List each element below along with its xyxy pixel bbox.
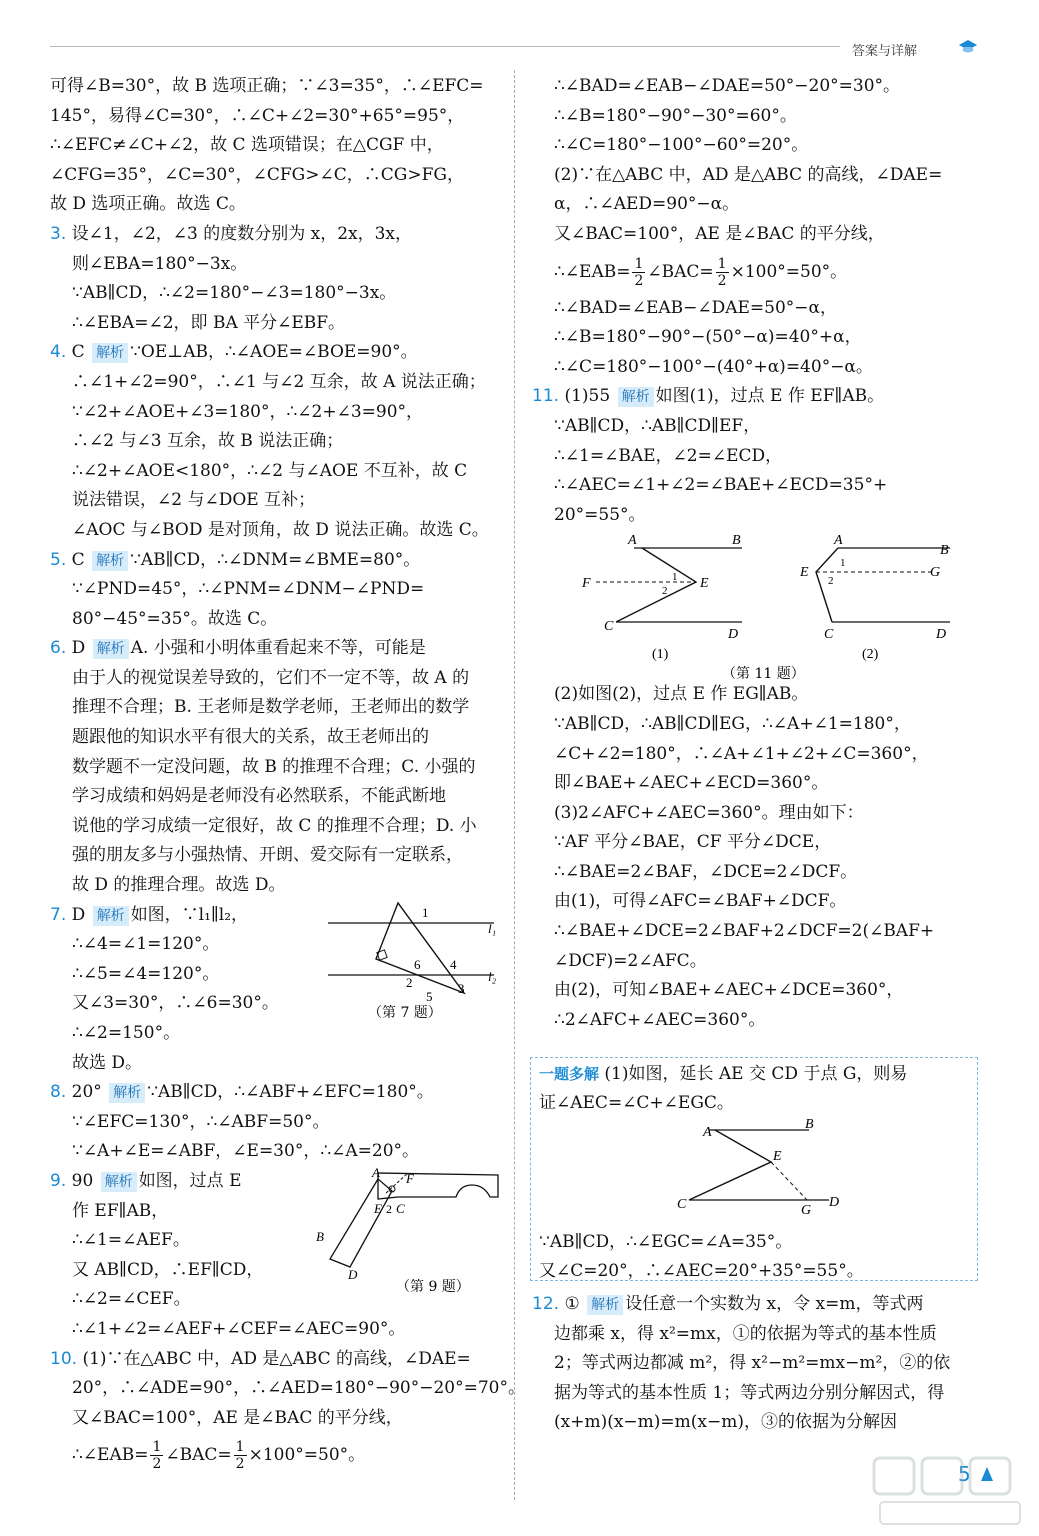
analysis-tag: 解析 [587,1295,623,1315]
question-number: 9. [50,1170,67,1191]
svg-text:1: 1 [672,571,678,584]
text-line: 可得∠B=30°，故 B 选项正确；∵∠3=35°，∴∠EFC= [50,76,484,96]
svg-text:D: D [348,1266,358,1282]
box-title: 一题多解 [539,1065,600,1083]
question-number: 6. [50,638,67,659]
text-line: ∴∠2+∠AOE<180°，∴∠2 与∠AOE 不互补，故 C [72,460,468,481]
analysis-tag: 解析 [101,1172,137,1192]
analysis-tag: 解析 [93,906,129,926]
svg-text:1: 1 [840,557,846,570]
text-line: 由(1)，可得∠AFC=∠BAF+∠DCF。 [554,891,847,912]
svg-text:3: 3 [458,980,465,996]
figure-q7 [326,901,506,1021]
text-line: ∵AB∥CD，∴AB∥CD∥EF， [554,415,761,436]
figure-alt-solution [539,1118,969,1218]
text-line: ∴∠EFC≠∠C+∠2，故 C 选项错误；在△CGF 中， [50,135,444,156]
analysis-tag: 解析 [92,343,128,363]
answer: (1)55 [564,386,611,407]
svg-text:D: D [936,627,947,643]
text-line: 即∠BAE+∠AEC+∠ECD=360°。 [554,773,829,794]
text-line: ∴∠2 与∠3 互余，故 B 说法正确； [72,431,344,452]
svg-text:B: B [805,1118,814,1132]
text-line: 故选 D。 [72,1052,143,1073]
svg-text:E: E [800,565,809,581]
text-line: ∴∠B=180°−90°−30°=60°。 [554,105,797,126]
text-line: ∴2∠AFC+∠AEC=360°。 [554,1009,766,1030]
text-line: ∵∠A+∠E=∠ABF，∠E=30°，∴∠A=20°。 [72,1141,420,1162]
svg-text:C: C [824,627,834,643]
text-line: ∵∠EFC=130°，∴∠ABF=50°。 [72,1111,330,1132]
answer: 20° [71,1082,102,1103]
svg-text:E: E [773,1149,782,1164]
question-7: 7. D 解析 如图，∵l₁∥l₂， ∴∠4=∠1=120°。 ∴∠5=∠4=120°。 又∠3=30°，∴∠6=30°。 ∴∠2=150°。 故选 D。 1 6 4 2 5 3 l₁ l₂ （第 7 题） [50,901,506,1079]
question-9: 9. 90 解析 如图，过点 E 作 EF∥AB， ∴∠1=∠AEF。 又 AB∥CD，∴EF∥CD， ∴∠2=∠CEF。 ∴∠1+∠2=∠AEF+∠CEF=∠AEC=90°。 A F E 2 C B D （第 9 题） [50,1167,506,1345]
text-line: ∴∠1=∠AEF。 [72,1230,190,1251]
question-number: 7. [50,904,67,925]
text-line: 推理不合理；B. 王老师是数学老师，王老师出的数学 [72,697,470,718]
svg-text:C: C [677,1197,687,1212]
answer: D [71,638,86,659]
svg-text:2: 2 [662,585,668,598]
question-number: 5. [50,549,67,570]
column-divider [514,70,515,1500]
svg-text:B: B [316,1228,324,1244]
svg-text:l₂: l₂ [488,968,497,984]
text-line: ∴∠1+∠2=∠AEF+∠CEF=∠AEC=90°。 [72,1318,406,1339]
question-12-block [532,1290,988,1438]
question-4: 4. C 解析 ∵OE⊥AB，∴∠AOE=∠BOE=90°。 [50,342,418,363]
text-line: ∴∠BAE+∠DCE=2∠BAF+2∠DCF=2(∠BAF+ [554,921,935,942]
text-line: 由(2)，可知∠BAE+∠AEC+∠DCE=360°， [554,980,904,1001]
text-line: (3)2∠AFC+∠AEC=360°。理由如下： [554,802,864,823]
svg-text:4: 4 [450,956,457,972]
question-3: 3. 设∠1，∠2，∠3 的度数分别为 x，2x，3x， [50,223,413,244]
text-line: ∵AB∥CD，∴∠2=180°−∠3=180°−3x。 [72,283,397,304]
text-line: ∴∠AEC=∠1+∠2=∠BAE+∠ECD=35°+ [554,475,888,496]
answer: C [71,549,85,570]
svg-text:B: B [940,543,949,559]
text-line: ∴∠C=180°−100°−60°=20°。 [554,135,809,156]
svg-text:D: D [829,1195,840,1210]
text-line: 20°=55°。 [554,504,646,525]
text-line: 又 AB∥CD，∴EF∥CD， [72,1259,264,1280]
text-line: α，∴∠AED=90°−α。 [554,194,740,215]
figure-caption: （第 9 题） [396,1278,470,1295]
text-line: 数学题不一定没问题，故 B 的推理不合理；C. 小强的 [72,756,476,777]
text-line: ∴∠BAE=2∠BAF，∠DCE=2∠DCF。 [554,861,858,882]
left-column [50,72,525,1477]
svg-text:2: 2 [828,575,834,588]
svg-text:B: B [732,533,741,549]
text-line: 故 D 选项正确。故选 C。 [50,194,246,215]
text-line: 边都乘 x，得 x²=mx，①的依据为等式的基本性质 [554,1323,937,1344]
text-line: ∴∠C=180°−100°−(40°+α)=40°−α。 [554,356,873,377]
text-line: ∵AB∥CD，∴AB∥CD∥EG，∴∠A+∠1=180°， [554,713,911,734]
question-5: 5. C 解析 ∵AB∥CD，∴∠DNM=∠BME=80°。 [50,549,421,570]
question-number: 8. [50,1082,67,1103]
graduation-cap-icon [958,38,978,56]
svg-text:G: G [930,565,941,581]
alt-solution-box: 一题多解 (1)如图，延长 AE 交 CD 于点 G，则易 证∠AEC=∠C+∠EGC。 A B E C G D ∵AB∥CD，∴∠EGC=∠A=35°。 又∠C=20°，∴∠AEC=20°+35°=55°。 [530,1057,978,1281]
text-line: ∴∠BAD=∠EAB−∠DAE=50°−α， [554,297,838,318]
svg-text:5: 5 [426,988,433,1004]
watermark-logo [870,1454,1030,1530]
text-line: ∠C+∠2=180°，∴∠A+∠1+∠2+∠C=360°， [554,743,929,764]
text-line: 说法错误，∠2 与∠DOE 互补； [72,490,316,511]
text-line: (2)∵在△ABC 中，AD 是△ABC 的高线，∠DAE= [554,164,943,185]
svg-text:l₁: l₁ [488,920,497,936]
header-title: 答案与详解 [852,44,918,59]
svg-text:D: D [728,627,739,643]
text-line: 又∠BAC=100°，AE 是∠BAC 的平分线， [72,1407,403,1428]
text-line: 145°，易得∠C=30°，∴∠C+∠2=30°+65°=95°， [50,105,465,126]
svg-text:F: F [582,576,591,592]
question-12: 12. ① 解析 设任意一个实数为 x，令 x=m，等式两 [532,1294,924,1314]
text-line: ∵AB∥CD，∴∠EGC=∠A=35°。 [539,1232,793,1252]
text-line: ∴∠BAD=∠EAB−∠DAE=50°−20°=30°。 [554,76,901,96]
page-number: 5 [958,1462,971,1486]
question-number: 12. [532,1294,560,1314]
text-line: ∵∠2+∠AOE+∠3=180°，∴∠2+∠3=90°， [72,401,424,422]
svg-text:E: E [374,1200,382,1216]
figure-caption: （第 7 题） [368,1004,442,1021]
svg-text:G: G [801,1203,812,1218]
fraction: $\frac{1}{2}$ [235,1439,245,1473]
text-line: 作 EF∥AB， [72,1200,169,1221]
text-line: 强的朋友多与小强热情、开朗、爱交际有一定联系， [72,845,463,866]
text-line: ∴∠1=∠BAE，∠2=∠ECD， [554,445,783,466]
answer: D [71,904,86,925]
svg-text:A: A [372,1166,380,1180]
fraction: $\frac{1}{2}$ [634,255,644,289]
text-line: 20°，∴∠ADE=90°，∴∠AED=180°−90°−20°=70°。 [72,1378,525,1399]
fraction: $\frac{1}{2}$ [717,255,727,289]
header-rule [50,46,840,47]
svg-text:F: F [406,1170,414,1186]
text-line: 故 D 的推理合理。故选 D。 [72,875,286,896]
text-line: ∴∠1+∠2=90°，∴∠1 与∠2 互余，故 A 说法正确； [72,371,486,392]
fraction-line: ∴∠EAB= $\frac{1}{2}$ ∠BAC= $\frac{1}{2}$ ×100°=50°。 [554,255,848,289]
answer: ① [564,1294,580,1314]
text-line: ∵∠PND=45°，∴∠PNM=∠DNM−∠PND= [72,579,425,600]
text-line: ∴∠EBA=∠2，即 BA 平分∠EBF。 [72,312,346,333]
svg-text:1: 1 [422,904,429,920]
svg-text:C: C [604,619,614,635]
text-line: ∠AOC 与∠BOD 是对顶角，故 D 说法正确。故选 C。 [72,519,489,540]
fraction-line: ∴∠EAB= $\frac{1}{2}$ ∠BAC= $\frac{1}{2}$ ×100°=50°。 [72,1439,366,1473]
text-line: 2；等式两边都减 m²，得 x²−m²=mx−m²，②的依 [554,1353,951,1374]
text-line: ∴∠2=∠CEF。 [72,1289,191,1310]
question-number: 10. [50,1348,78,1369]
question-number: 3. [50,223,67,244]
svg-text:C: C [396,1200,405,1216]
analysis-tag: 解析 [109,1083,145,1103]
text-line: ∴∠4=∠1=120°。 [72,934,220,955]
question-11: 11. (1)55 解析 如图(1)，过点 E 作 EF∥AB。 [532,386,885,407]
text-line: 则∠EBA=180°−3x。 [72,253,248,274]
analysis-tag: 解析 [618,387,654,407]
text-line: 又∠C=20°，∴∠AEC=20°+35°=55°。 [539,1261,864,1281]
text-line: 学习成绩和妈妈是老师没有必然联系，不能武断地 [72,786,446,807]
text-line: 由于人的视觉误差导致的，它们不一定不等，故 A 的 [72,667,470,688]
text-line: ∴∠2=150°。 [72,1023,181,1043]
text-line: 说他的学习成绩一定很好，故 C 的推理不合理；D. 小 [72,815,477,836]
question-number: 4. [50,342,67,363]
text-line: (x+m)(x−m)=m(x−m)，③的依据为分解因 [554,1412,898,1433]
answer: 90 [71,1170,94,1191]
figure-label: (1) [652,647,669,663]
text-line: ∠CFG=35°，∠C=30°，∠CFG>∠C，∴CG>FG， [50,164,464,185]
text-line: 据为等式的基本性质 1；等式两边分别分解因式，得 [554,1382,945,1403]
text-line: ∠DCF)=2∠AFC。 [554,950,707,971]
text-line: 又∠BAC=100°，AE 是∠BAC 的平分线， [554,223,885,244]
svg-text:2: 2 [406,974,413,990]
svg-text:A: A [834,533,843,549]
figure-q9 [312,1167,502,1297]
figure-caption: （第 11 题） [722,666,805,681]
figure-q11 [532,530,988,680]
text-line: ∴∠B=180°−90°−(50°−α)=40°+α， [554,327,862,348]
svg-text:6: 6 [414,956,421,972]
question-6: 6. D 解析 A. 小强和小明体重看起来不等，可能是 [50,638,426,659]
question-8: 8. 20° 解析 ∵AB∥CD，∴∠ABF+∠EFC=180°。 [50,1082,434,1103]
text-line: 题跟他的知识水平有很大的关系，故王老师出的 [72,727,429,748]
figure-11-part1 [581,533,742,662]
svg-text:A: A [703,1125,712,1140]
text-line: (2)如图(2)，过点 E 作 EG∥AB。 [554,684,809,705]
text-line: 又∠3=30°，∴∠6=30°。 [72,993,279,1014]
svg-text:A: A [628,533,637,549]
svg-text:2: 2 [386,1201,392,1216]
text-line: 80°−45°=35°。故选 C。 [72,608,278,629]
right-column [532,72,988,1035]
text-line: ∵AF 平分∠BAE，CF 平分∠DCE， [554,832,832,853]
answer: C [71,342,85,363]
question-10: 10. (1)∵在△ABC 中，AD 是△ABC 的高线，∠DAE= [50,1348,471,1369]
figure-11-part2 [799,533,950,662]
svg-text:E: E [700,576,709,592]
text-line: 证∠AEC=∠C+∠EGC。 [539,1093,734,1113]
analysis-tag: 解析 [92,551,128,571]
fraction: $\frac{1}{2}$ [152,1439,162,1473]
analysis-tag: 解析 [93,639,129,659]
question-number: 11. [532,386,560,407]
text-line: ∴∠5=∠4=120°。 [72,963,220,984]
figure-label: (2) [862,647,879,663]
